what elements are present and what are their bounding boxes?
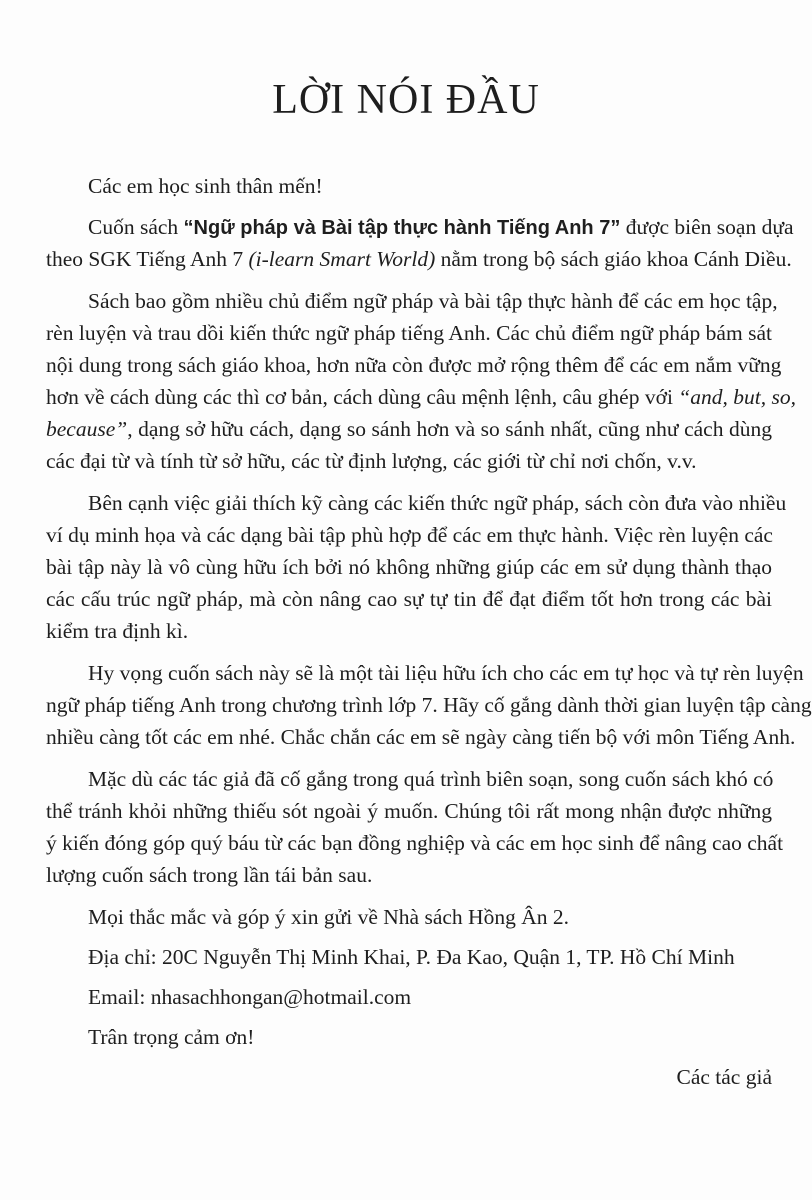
p2-l5-end: , dạng sở hữu cách, dạng so sánh hơn và so sánh nhất, cũng như cách dùng — [127, 417, 772, 441]
book-quote-open: “ — [183, 217, 194, 239]
contact-intro: Mọi thắc mắc và góp ý xin gửi về Nhà sách Hồng Ân 2. — [88, 905, 569, 929]
p4-line-1: Hy vọng cuốn sách này sẽ là một tài liệu hữu ích cho các em tự học và tự rèn luyện — [88, 661, 804, 685]
signature: Các tác giả — [676, 1065, 772, 1089]
page-title: LỜI NÓI ĐẦU — [272, 77, 540, 123]
p4-line-2: ngữ pháp tiếng Anh trong chương trình lớp 7. Hãy cố gắng dành thời gian luyện tập càng — [46, 693, 812, 717]
p2-line-1: Sách bao gồm nhiều chủ điểm ngữ pháp và bài tập thực hành để các em học tập, — [88, 289, 778, 313]
p5-line-1: Mặc dù các tác giả đã cố gắng trong quá trình biên soạn, song cuốn sách khó có — [88, 767, 774, 791]
p2-l4-start: hơn về cách dùng các thì cơ bản, cách dùng câu mệnh lệnh, câu ghép với — [46, 385, 679, 409]
p5-line-3: ý kiến đóng góp quý báu từ các bạn đồng nghiệp và các em học sinh để nâng cao chất — [46, 831, 784, 855]
book-quote-close: ” — [610, 217, 621, 239]
p1-text-end: được biên soạn dựa — [620, 215, 794, 239]
p1-line-2 — [46, 244, 792, 274]
book-title: Ngữ pháp và Bài tập thực hành Tiếng Anh 7 — [193, 217, 611, 239]
p3-line-3: bài tập này là vô cùng hữu ích bởi nó không những giúp các em sử dụng thành thạo — [46, 555, 772, 579]
p4-line-3: nhiều càng tốt các em nhé. Chắc chắn các em sẽ ngày càng tiến bộ với môn Tiếng Anh. — [46, 725, 796, 749]
p1-text-start: Cuốn sách — [88, 215, 184, 239]
p3-line-1: Bên cạnh việc giải thích kỹ càng các kiến thức ngữ pháp, sách còn đưa vào nhiều — [88, 491, 787, 515]
conjunction-because: because” — [46, 417, 128, 441]
greeting: Các em học sinh thân mến! — [88, 174, 323, 198]
p2-line-4 — [46, 382, 796, 412]
thanks-line: Trân trọng cảm ơn! — [88, 1025, 255, 1049]
p2-line-3: nội dung trong sách giáo khoa, hơn nữa còn được mở rộng thêm để các em nắm vững — [46, 353, 782, 377]
contact-email: Email: nhasachhongan@hotmail.com — [88, 985, 412, 1009]
p1-line-1 — [88, 212, 794, 243]
p2-line-6: các đại từ và tính từ sở hữu, các từ định lượng, các giới từ chỉ nơi chốn, v.v. — [46, 449, 697, 473]
p5-line-4: lượng cuốn sách trong lần tái bản sau. — [46, 863, 373, 887]
p3-line-5: kiểm tra định kì. — [46, 619, 189, 643]
series-name: (i-learn Smart World) — [248, 247, 436, 271]
p2-line-2: rèn luyện và trau dồi kiến thức ngữ pháp tiếng Anh. Các chủ điểm ngữ pháp bám sát — [46, 321, 772, 345]
p2-line-5 — [46, 414, 772, 444]
p3-line-2: ví dụ minh họa và các dạng bài tập phù hợp để các em thực hành. Việc rèn luyện các — [46, 523, 773, 547]
p1-l2-start: theo SGK Tiếng Anh 7 — [46, 247, 249, 271]
p5-line-2: thể tránh khỏi những thiếu sót ngoài ý muốn. Chúng tôi rất mong nhận được những — [46, 799, 772, 823]
p3-line-4: các cấu trúc ngữ pháp, mà còn nâng cao sự tự tin để đạt điểm tốt hơn trong các bài — [46, 587, 772, 611]
conjunctions-italic: “and, but, so, — [678, 385, 796, 409]
contact-address: Địa chỉ: 20C Nguyễn Thị Minh Khai, P. Đa Kao, Quận 1, TP. Hồ Chí Minh — [88, 945, 735, 969]
p1-l2-end: nằm trong bộ sách giáo khoa Cánh Diều. — [435, 247, 792, 271]
